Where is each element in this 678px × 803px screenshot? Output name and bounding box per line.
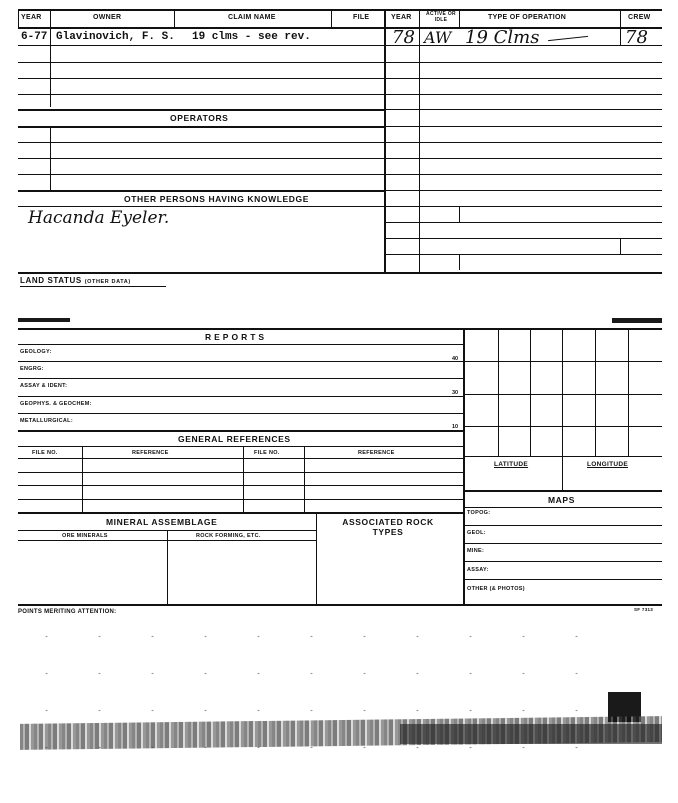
row-line (18, 174, 384, 175)
col-divider (50, 9, 51, 27)
row-line (384, 190, 662, 191)
smudge (18, 318, 70, 322)
col-divider (620, 9, 621, 27)
owner-name: Glavinovich, F. S. (56, 31, 175, 43)
row-line (18, 109, 384, 111)
right-col-divider (620, 27, 621, 45)
points-meriting-attention: POINTS MERITING ATTENTION: (18, 609, 117, 615)
header-claim-name: CLAIM NAME (228, 14, 276, 21)
row-line (463, 525, 662, 526)
row-line (463, 579, 662, 580)
header-year: YEAR (21, 14, 42, 21)
header-crew: CREW (628, 14, 651, 21)
operation-year: 78 (392, 27, 415, 48)
row-line (384, 109, 662, 110)
grid-col (562, 328, 563, 456)
rock-forming-header: ROCK FORMING, ETC. (196, 533, 261, 539)
top-border (18, 9, 662, 11)
ore-minerals-header: ORE MINERALS (62, 533, 108, 539)
row-line (384, 94, 662, 95)
row-line (18, 512, 464, 514)
maps-assay: ASSAY: (467, 567, 489, 573)
land-status-note: (OTHER DATA) (84, 279, 131, 285)
row-line (18, 190, 384, 192)
reports-title: REPORTS (205, 332, 268, 342)
row-line (18, 430, 464, 432)
row-line (18, 142, 384, 143)
operation-type: 19 Clms (465, 27, 540, 48)
row-line (463, 543, 662, 544)
row-line (18, 446, 464, 447)
row-line (384, 62, 662, 63)
header-year-2: YEAR (391, 14, 412, 21)
ref-col-divider (82, 446, 83, 512)
right-col-divider (419, 27, 420, 272)
maps-topog: TOPOG: (467, 510, 491, 516)
latitude-label: LATITUDE (494, 461, 529, 468)
row-line (384, 222, 662, 223)
header-active-or-idle: ACTIVE OR IDLE (426, 11, 456, 23)
col-reference-1: REFERENCE (132, 450, 169, 456)
mineral-col-divider (167, 530, 168, 604)
header-bottom-border (18, 27, 662, 29)
row-divider-vertical (50, 27, 51, 107)
grid-col (530, 328, 531, 456)
land-status-underline (20, 286, 166, 287)
header-owner: OWNER (93, 14, 122, 21)
report-geophys: GEOPHYS. & GEOCHEM: (20, 401, 92, 407)
header-file: FILE (353, 14, 370, 21)
row-line (463, 490, 662, 492)
row-line (463, 507, 662, 508)
grid-col (595, 328, 596, 456)
row-line (18, 361, 464, 362)
operation-crew: 78 (625, 27, 648, 48)
row-line (18, 413, 464, 414)
report-assay: ASSAY & IDENT: (20, 383, 68, 389)
row-line (18, 472, 464, 473)
col-reference-2: REFERENCE (358, 450, 395, 456)
report-geology: GEOLOGY: (20, 349, 52, 355)
ref-col-divider (243, 446, 244, 512)
owner-claim: 19 clms - see rev. (192, 31, 311, 43)
col-divider (419, 9, 420, 27)
coord-divider (562, 456, 563, 490)
center-divider (384, 9, 386, 272)
grid-row (463, 394, 662, 395)
report-assay-number: 30 (452, 390, 459, 396)
grid-row (463, 426, 662, 427)
row-line (384, 78, 662, 79)
row-line (18, 158, 384, 159)
ref-col-divider (304, 446, 305, 512)
grid-col (498, 328, 499, 456)
row-line (18, 458, 464, 459)
grid-row (463, 361, 662, 362)
middle-divider (463, 328, 465, 604)
row-line (18, 499, 464, 500)
associated-rock-types: ASSOCIATED ROCK TYPES (342, 517, 434, 537)
col-divider (18, 9, 19, 27)
row-line (384, 142, 662, 143)
scan-speckle (20, 618, 620, 778)
report-geology-number: 40 (452, 356, 459, 362)
col-divider (174, 9, 175, 27)
maps-mine: MINE: (467, 548, 485, 554)
col-file-no-1: FILE NO. (32, 450, 58, 456)
row-line (18, 62, 384, 63)
grid-col (628, 328, 629, 456)
land-status-text: LAND STATUS (20, 276, 82, 285)
maps-other: OTHER (& PHOTOS) (467, 586, 525, 592)
other-persons-entry: Hacanda Eyeler. (28, 208, 170, 228)
row-line (384, 158, 662, 159)
report-metallurgical: METALLURGICAL: (20, 418, 73, 424)
row-line (18, 344, 464, 345)
longitude-label: LONGITUDE (587, 461, 628, 468)
report-metallurgical-number: 10 (452, 424, 459, 430)
col-divider (331, 9, 332, 27)
other-persons-title: OTHER PERSONS HAVING KNOWLEDGE (124, 194, 310, 204)
smudge (612, 318, 662, 323)
row-line (384, 174, 662, 175)
row-line (384, 206, 662, 207)
top-section-bottom-border (18, 272, 662, 274)
row-line (18, 94, 384, 95)
header-type-of-operation: TYPE OF OPERATION (488, 14, 567, 21)
maps-geol: GEOL: (467, 530, 486, 536)
form-number: SF 7313 (634, 607, 654, 612)
general-references-title: GENERAL REFERENCES (178, 434, 291, 444)
row-line (18, 78, 384, 79)
row-line (18, 378, 464, 379)
report-engrg: ENGRG: (20, 366, 44, 372)
tick (459, 254, 460, 270)
col-divider (459, 9, 460, 27)
row-line (384, 254, 662, 255)
tick (459, 206, 460, 222)
middle-top-border (18, 328, 662, 330)
mineral-divider (316, 512, 317, 604)
middle-bottom-border (18, 604, 662, 606)
mineral-assemblage-title: MINERAL ASSEMBLAGE (106, 517, 218, 527)
handwritten-dash (548, 36, 588, 41)
row-line (18, 206, 384, 207)
row-line (18, 45, 384, 46)
row-line (18, 396, 464, 397)
land-status-label (20, 276, 131, 285)
tick (620, 238, 621, 254)
row-line (18, 485, 464, 486)
row-line (18, 126, 384, 128)
maps-title: MAPS (548, 495, 575, 505)
col-file-no-2: FILE NO. (254, 450, 280, 456)
operation-active-idle: AW (424, 28, 452, 47)
row-line (384, 126, 662, 127)
row-line (463, 561, 662, 562)
operators-title: OPERATORS (170, 113, 229, 123)
owner-year: 6-77 (21, 31, 48, 43)
